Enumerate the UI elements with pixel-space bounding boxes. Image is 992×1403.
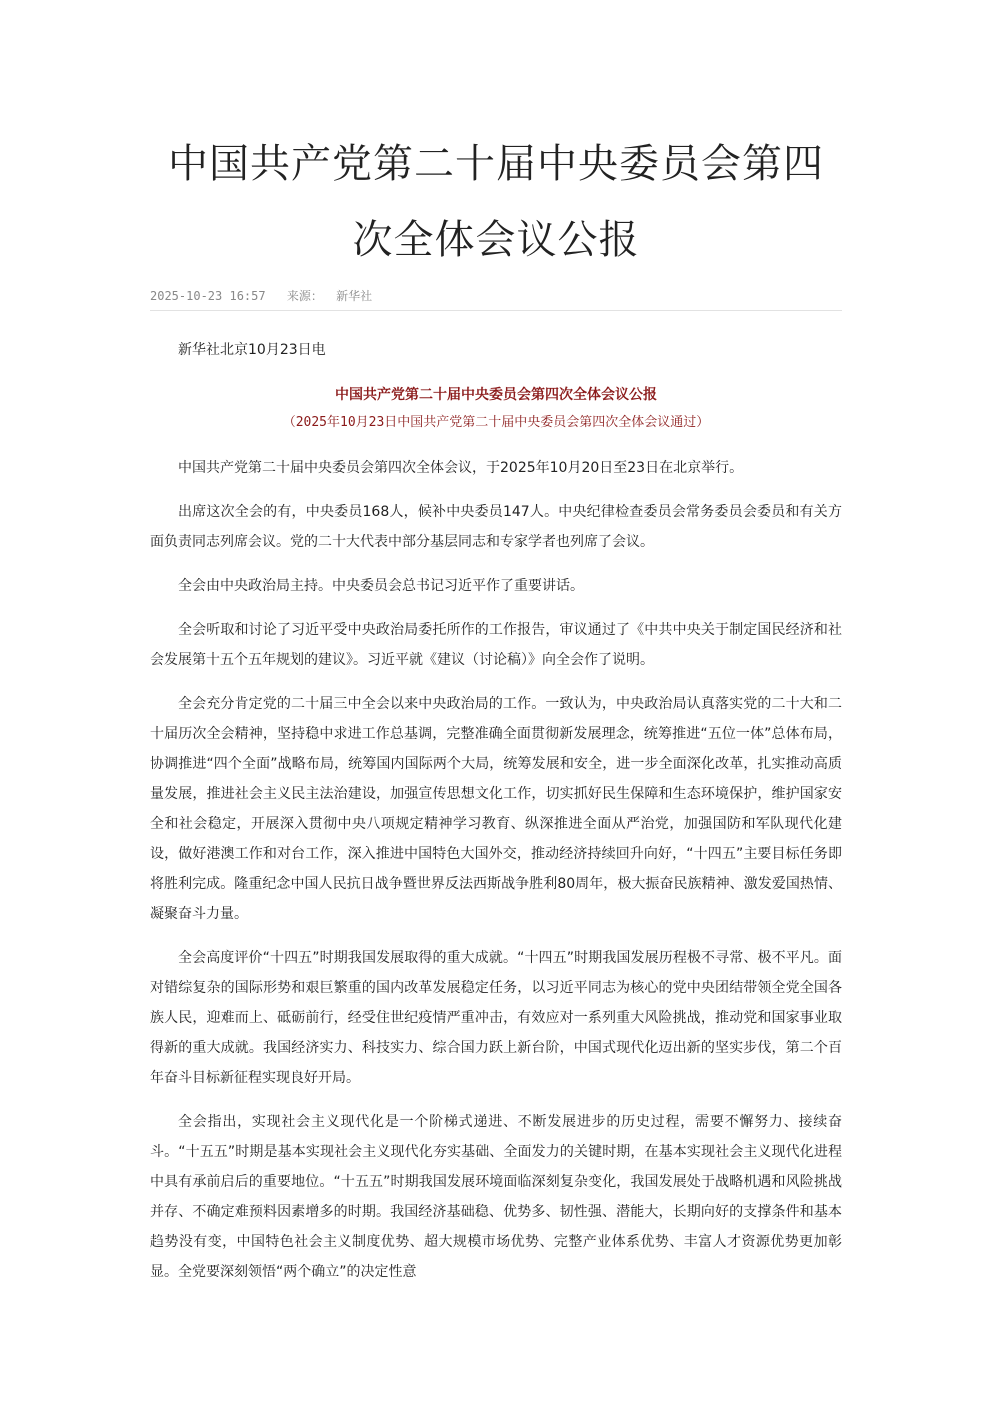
article-meta [150,288,842,311]
source-label: 来源： [286,289,323,303]
article-page [150,0,842,1301]
source-name: 新华社 [336,289,373,303]
article-title: 中国共产党第二十届中央委员会第四次全体会议公报 [168,141,824,263]
paragraph: 全会由中央政治局主持。中央委员会总书记习近平作了重要讲话。 [178,578,584,594]
paragraph: 中国共产党第二十届中央委员会第四次全体会议，于2025年10月20日至23日在北京举行。 [178,460,744,476]
publish-datetime: 2025-10-23 16:57 [150,289,266,303]
communique-subtitle: （2025年10月23日中国共产党第二十届中央委员会第四次全体会议通过） [282,415,710,430]
article-body [150,335,842,1287]
communique-title: 中国共产党第二十届中央委员会第四次全体会议公报 [335,387,657,403]
paragraph: 全会指出，实现社会主义现代化是一个阶梯式递进、不断发展进步的历史过程，需要不懈努力、接续奋斗。“十五五”时期是基本实现社会主义现代化夯实基础、全面发力的关键时期，在基本实现社会主义现代化进程中具有承前启后的重要地位。“十五五”时期我国发展环境面临深刻复杂变化，我国发展处于战略机遇和风险挑战并存、不确定难预料因素增多的时期。我国经济基础稳、优势多、韧性强、潜能大，长期向好的支撑条件和基本趋势没有变，中国特色社会主义制度优势、超大规模市场优势、完整产业体系优势、丰富人才资源优势更加彰显。全党要深刻领悟“两个确立”的决定性意 [150,1114,842,1280]
paragraph: 全会充分肯定党的二十届三中全会以来中央政治局的工作。一致认为，中央政治局认真落实党的二十大和二十届历次全会精神，坚持稳中求进工作总基调，完整准确全面贯彻新发展理念，统筹推进“五位一体”总体布局，协调推进“四个全面”战略布局，统筹国内国际两个大局，统筹发展和安全，进一步全面深化改革，扎实推动高质量发展，推进社会主义民主法治建设，加强宣传思想文化工作，切实抓好民生保障和生态环境保护，维护国家安全和社会稳定，开展深入贯彻中央八项规定精神学习教育、纵深推进全面从严治党，加强国防和军队现代化建设，做好港澳工作和对台工作，深入推进中国特色大国外交，推动经济持续回升向好，“十四五”主要目标任务即将胜利完成。隆重纪念中国人民抗日战争暨世界反法西斯战争胜利80周年，极大振奋民族精神、激发爱国热情、凝聚奋斗力量。 [150,696,842,922]
paragraph: 全会高度评价“十四五”时期我国发展取得的重大成就。“十四五”时期我国发展历程极不寻常、极不平凡。面对错综复杂的国际形势和艰巨繁重的国内改革发展稳定任务，以习近平同志为核心的党中央团结带领全党全国各族人民，迎难而上、砥砺前行，经受住世纪疫情严重冲击，有效应对一系列重大风险挑战，推动党和国家事业取得新的重大成就。我国经济实力、科技实力、综合国力跃上新台阶，中国式现代化迈出新的坚实步伐，第二个百年奋斗目标新征程实现良好开局。 [150,950,842,1086]
paragraph: 出席这次全会的有，中央委员168人，候补中央委员147人。中央纪律检查委员会常务委员会委员和有关方面负责同志列席会议。党的二十大代表中部分基层同志和专家学者也列席了会议。 [150,504,842,550]
paragraph: 全会听取和讨论了习近平受中央政治局委托所作的工作报告，审议通过了《中共中央关于制定国民经济和社会发展第十五个五年规划的建议》。习近平就《建议（讨论稿）》向全会作了说明。 [150,622,842,668]
dateline: 新华社北京10月23日电 [178,342,326,358]
